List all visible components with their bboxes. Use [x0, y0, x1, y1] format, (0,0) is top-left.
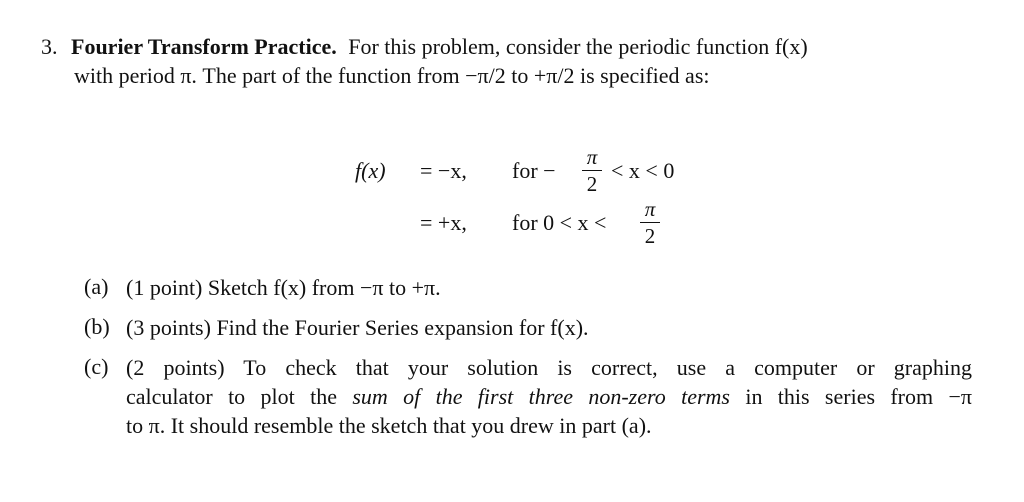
part-c-line2-emphasis: sum of the first three non-zero terms [352, 384, 730, 409]
equation-row1-for: for − [512, 158, 556, 183]
part-c-line2-post: in this series from −π [729, 384, 972, 409]
part-b-label: (b) [84, 314, 110, 339]
part-c-line1: (2 points) To check that your solution is correct, use a computer or graphing [126, 355, 972, 380]
equation-row1-rhs: = −x, [420, 158, 467, 183]
equation-row2-for: for 0 < x < [512, 210, 607, 235]
part-b-text: (3 points) Find the Fourier Series expansion for f(x). [126, 315, 589, 340]
equation-row2-fraction [640, 198, 660, 247]
part-c-line2-pre: calculator to plot the [126, 384, 353, 409]
problem-intro-line1: For this problem, consider the periodic function f(x) [348, 34, 808, 59]
fraction-bar [640, 222, 660, 223]
part-a-label: (a) [84, 274, 109, 299]
part-c-line2 [126, 382, 972, 412]
equation-row1-fraction [582, 146, 602, 195]
problem-title: Fourier Transform Practice. [71, 34, 337, 59]
part-c-label: (c) [84, 354, 109, 379]
equation-row1-tail: < x < 0 [611, 158, 675, 183]
fraction-denominator: 2 [586, 172, 598, 197]
problem-intro-line2: with period π. The part of the function from −π/2 to +π/2 is specified as: [74, 63, 710, 88]
equation-lhs: f(x) [355, 158, 386, 183]
fraction-bar [582, 170, 602, 171]
part-c-line3: to π. It should resemble the sketch that you drew in part (a). [126, 413, 652, 438]
part-a-text: (1 point) Sketch f(x) from −π to +π. [126, 275, 441, 300]
fraction-denominator: 2 [644, 224, 656, 249]
problem-header [41, 33, 808, 61]
fraction-numerator: π [586, 145, 598, 169]
equation-row2-rhs: = +x, [420, 210, 467, 235]
fraction-numerator: π [644, 197, 656, 221]
problem-number: 3. [41, 34, 58, 59]
